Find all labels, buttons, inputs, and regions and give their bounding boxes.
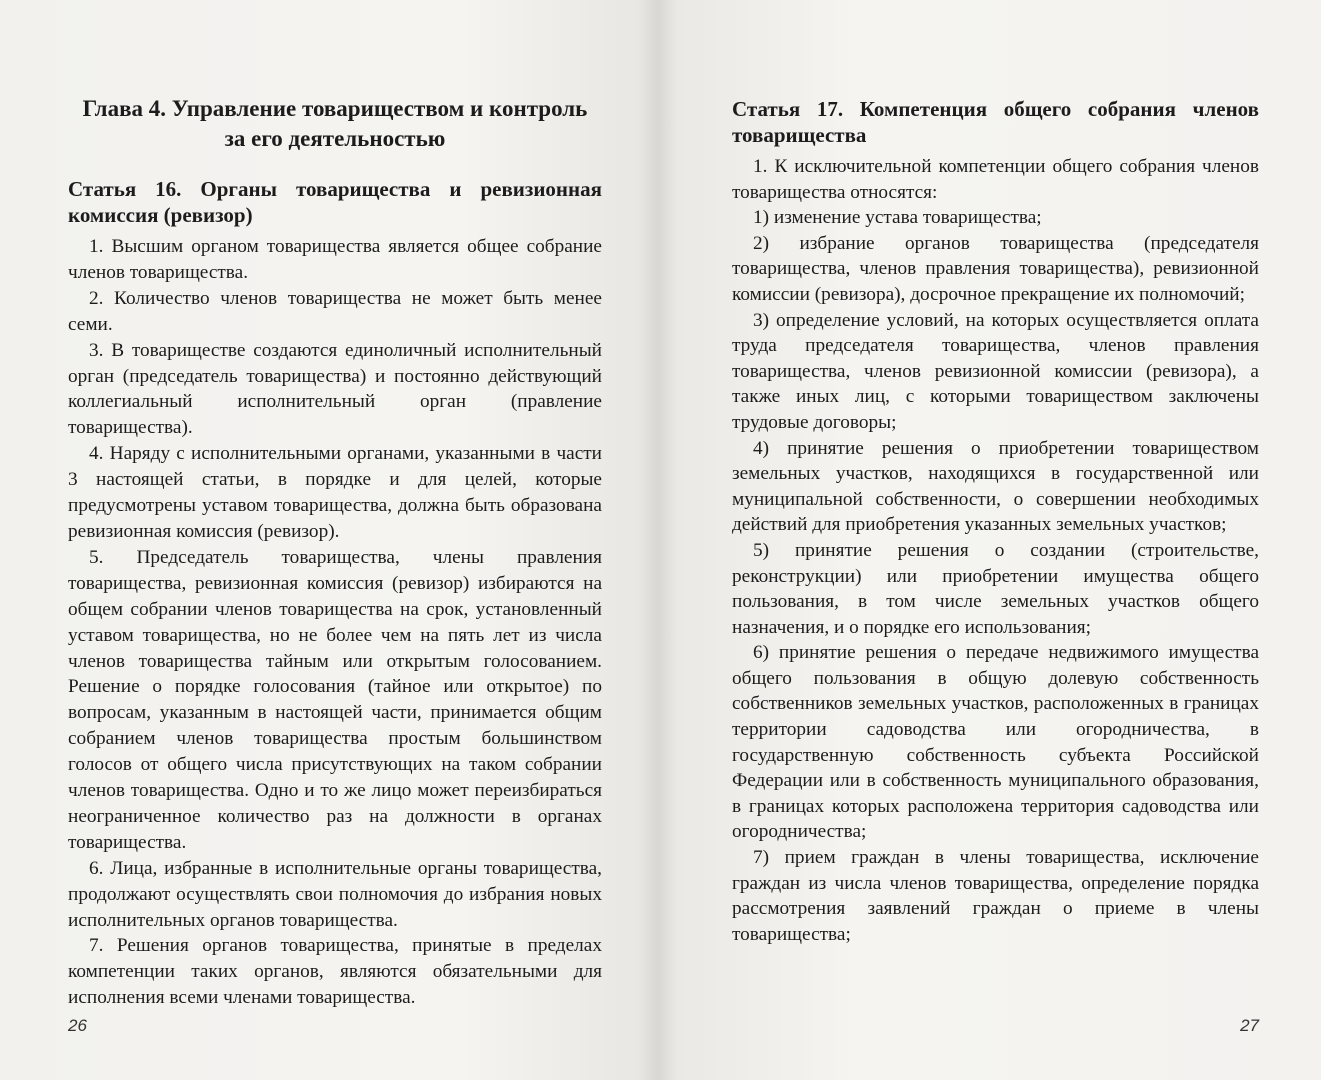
article-16-paragraph-1: 1. Высшим органом товарищества является общее собрание членов товарищества. [68, 236, 602, 283]
article-16-paragraph-5: 5. Председатель товарищества, члены правления товарищества, ревизионная комиссия (ревизор) избираются на общем собрании членов товарищества на срок, установленный уставом товарищества, но не более чем на пять лет из числа членов товарищества тайным или открытым голосованием. Решение о порядке голосования (тайное или открытое) по вопросам, указанным в настоящей части, принимается общим собранием членов товарищества простым большинством голосов от общего числа присутствующих на таком собрании членов товарищества. Одно и то же лицо может переизбираться неограниченное количество раз на должности в органах товарищества. [68, 546, 602, 853]
article-17-item-1: 1) изменение устава товарищества; [753, 207, 1042, 229]
article-17-paragraph-1: 1. К исключительной компетенции общего собрания членов товарищества относятся: [732, 156, 1259, 203]
chapter-title: Глава 4. Управление товариществом и контроль за его деятельностью [82, 96, 588, 151]
article-17-item-4: 4) принятие решения о приобретении товариществом земельных участков, находящихся в государственной или муниципальной собственности, о совершении необходимых действий для приобретения указанных земельных участков; [732, 437, 1259, 536]
article-16-paragraph-6: 6. Лица, избранные в исполнительные органы товарищества, продолжают осуществлять свои полномочия до избрания новых исполнительных органов товарищества. [68, 857, 602, 931]
article-17-item-7: 7) прием граждан в члены товарищества, исключение граждан из числа членов товарищества, определение порядка рассмотрения заявлений граждан о приеме в члены товарищества; [732, 847, 1259, 945]
page-number-right: 27 [1240, 1016, 1259, 1035]
article-16-paragraph-2: 2. Количество членов товарищества не может быть менее семи. [68, 287, 602, 335]
article-16-paragraph-3: 3. В товариществе создаются единоличный исполнительный орган (председатель товарищества) и постоянно действующий коллегиальный исполнительный орган (правление товарищества). [68, 339, 602, 439]
article-16-paragraph-7: 7. Решения органов товарищества, принятые в пределах компетенции таких органов, являются обязательными для исполнения всеми членами товарищества. [68, 935, 602, 1009]
left-page [0, 0, 658, 1080]
article-17-item-3: 3) определение условий, на которых осуществляется оплата труда председателя товарищества, членов правления товарищества, членов ревизионной комиссии (ревизора), а также иных лиц, с которыми товариществом заключены трудовые договоры; [732, 309, 1259, 433]
article-17-title: Статья 17. Компетенция общего собрания членов товарищества [732, 97, 1259, 147]
article-16-paragraph-4: 4. Наряду с исполнительными органами, указанными в части 3 настоящей статьи, в порядке и для целей, которые предусмотрены уставом товарищества, должна быть образована ревизионная комиссия (ревизор). [68, 443, 602, 542]
article-16-title: Статья 16. Органы товарищества и ревизионная комиссия (ревизор) [68, 177, 602, 227]
right-page [658, 0, 1321, 1080]
article-17-item-2: 2) избрание органов товарищества (председателя товарищества, членов правления товарищества), ревизионной комиссии (ревизора), досрочное прекращение их полномочий; [732, 232, 1259, 305]
article-17-item-6: 6) принятие решения о передаче недвижимого имущества общего пользования в общую долевую собственность собственников земельных участков, расположенных в границах территории садоводства или огородничества, в государственную собственность субъекта Российской Федерации или в собственность муниципального образования, в границах которых расположена территория садоводства или огородничества; [732, 642, 1259, 843]
article-17-item-5: 5) принятие решения о создании (строительстве, реконструкции) или приобретении имущества общего пользования, в том числе земельных участков общего назначения, и о порядке его использования; [732, 539, 1259, 638]
page-number-left: 26 [68, 1016, 87, 1035]
